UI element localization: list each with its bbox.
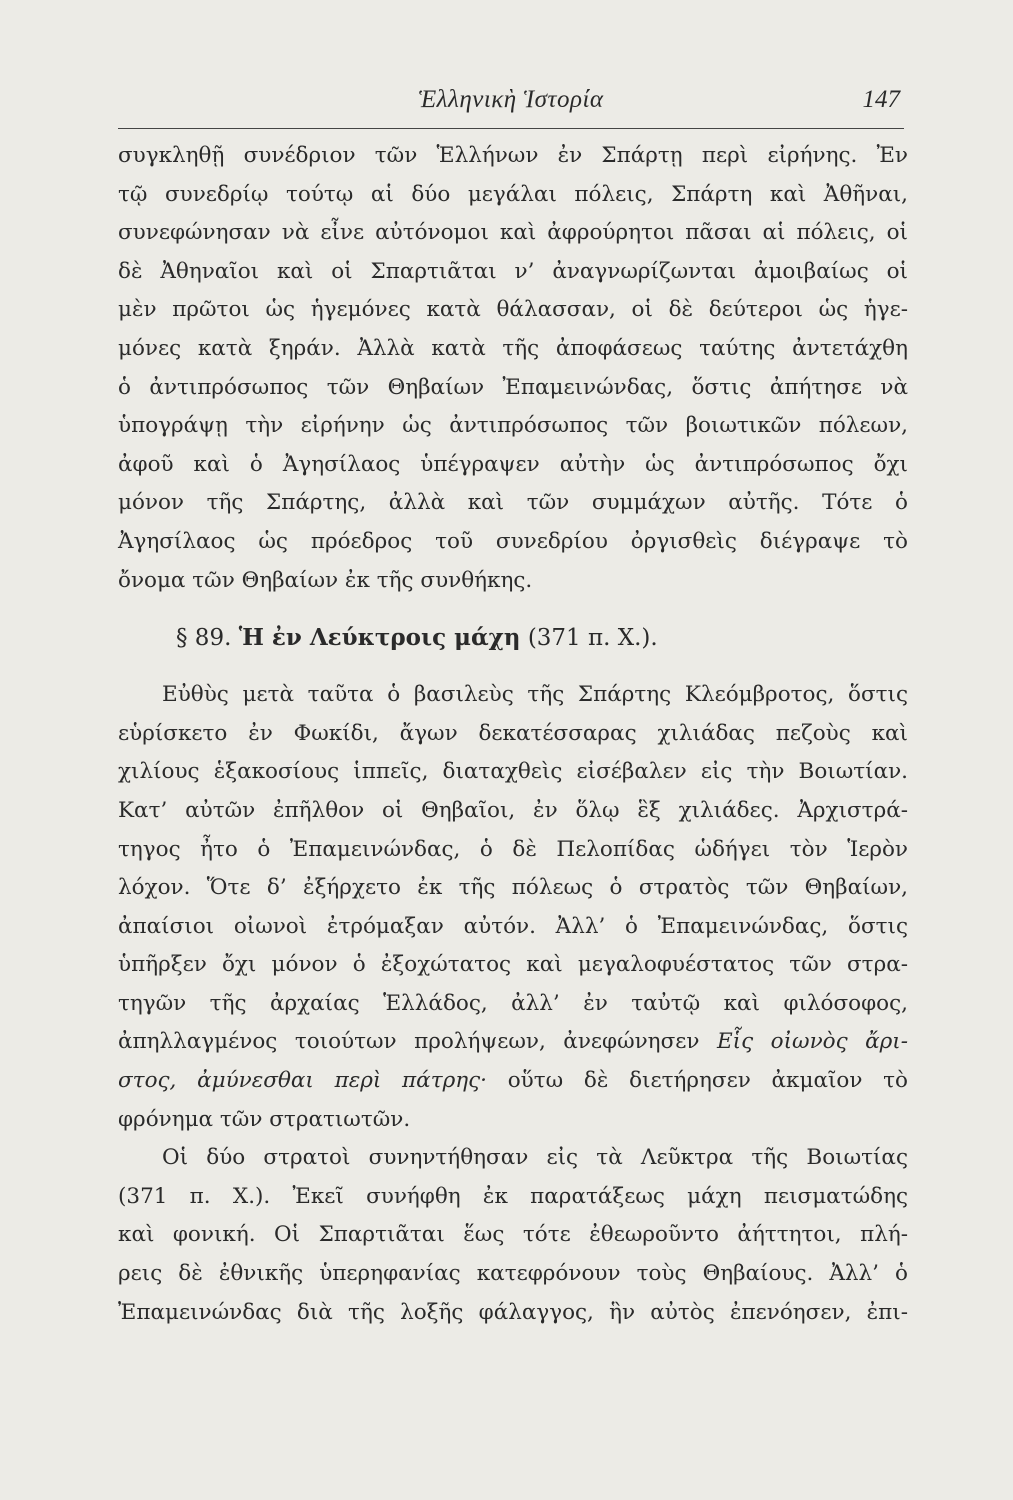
text-line: δὲ Ἀθηναῖοι καὶ οἱ Σπαρτιᾶται ν’ ἀναγνωρίζωνται ἀμοιβαίως οἱ (118, 258, 908, 284)
quote-run: στος, ἀμύνεσθαι περὶ πάτρης· (118, 1068, 487, 1094)
text-line: καὶ φονική. Οἱ Σπαρτιᾶται ἕως τότε ἐθεωροῦντο ἀήττητοι, πλή- (118, 1222, 908, 1248)
text-line: φρόνημα τῶν στρατιωτῶν. (118, 1106, 411, 1132)
text-line: ἀφοῦ καὶ ὁ Ἀγησίλαος ὑπέγραψεν αὐτὴν ὡς ἀντιπρόσωπος ὄχι (118, 451, 908, 477)
body-text (118, 137, 908, 1332)
running-title: Ἑλληνικὴ Ἱστορία (418, 86, 604, 113)
text-line: ἀπαίσιοι οἰωνοὶ ἐτρόμαξαν αὐτόν. Ἀλλ’ ὁ Ἐπαμεινώνδας, ὅστις (118, 913, 908, 939)
text-line: Κατ’ αὐτῶν ἐπῆλθον οἱ Θηβαῖοι, ἐν ὅλῳ ἓξ χιλιάδες. Ἀρχιστρά- (118, 797, 908, 823)
text-line: Οἱ δύο στρατοὶ συνηντήθησαν εἰς τὰ Λεῦκτρα τῆς Βοιωτίας (162, 1145, 908, 1171)
text-line: ὄνομα τῶν Θηβαίων ἐκ τῆς συνθήκης. (118, 567, 533, 593)
page-number: 147 (862, 86, 900, 113)
text-line: μόνον τῆς Σπάρτης, ἀλλὰ καὶ τῶν συμμάχων αὐτῆς. Τότε ὁ (118, 490, 908, 516)
section-number: § 89. (176, 625, 232, 652)
text-line: ὁ ἀντιπρόσωπος τῶν Θηβαίων Ἐπαμεινώνδας, ὅστις ἀπήτησε νὰ (118, 374, 908, 400)
paragraph-2 (118, 676, 908, 1139)
page-header (118, 86, 904, 126)
text-run: οὕτω δὲ διετήρησεν ἀκμαῖον τὸ (507, 1068, 908, 1094)
text-line: Ἀγησίλαος ὡς πρόεδρος τοῦ συνεδρίου ὀργισθεὶς διέγραψε τὸ (118, 528, 908, 554)
text-line: συγκληθῇ συνέδριον τῶν Ἑλλήνων ἐν Σπάρτῃ περὶ εἰρήνης. Ἐν (118, 143, 908, 168)
text-line: λόχον. Ὅτε δ’ ἐξήρχετο ἐκ τῆς πόλεως ὁ στρατὸς τῶν Θηβαίων, (118, 875, 908, 901)
section-date: (371 π. Χ.). (527, 625, 658, 652)
section-heading (118, 600, 908, 676)
text-line: ὑπογράψῃ τὴν εἰρήνην ὡς ἀντιπρόσωπος τῶν βοιωτικῶν πόλεων, (118, 413, 908, 439)
text-line: ρεις δὲ ἐθνικῆς ὑπερηφανίας κατεφρόνουν τοὺς Θηβαίους. Ἀλλ’ ὁ (118, 1261, 908, 1287)
text-line: μόνες κατὰ ξηράν. Ἀλλὰ κατὰ τῆς ἀποφάσεως ταύτης ἀντετάχθη (118, 335, 908, 361)
paragraph-3 (118, 1139, 908, 1332)
text-line: μὲν πρῶτοι ὡς ἡγεμόνες κατὰ θάλασσαν, οἱ δὲ δεύτεροι ὡς ἡγε- (118, 297, 908, 323)
paragraph-1 (118, 137, 908, 600)
text-line: χιλίους ἑξακοσίους ἱππεῖς, διαταχθεὶς εἰσέβαλεν εἰς τὴν Βοιωτίαν. (118, 759, 908, 785)
text-line: Ἐπαμεινώνδας διὰ τῆς λοξῆς φάλαγγος, ἣν αὐτὸς ἐπενόησεν, ἐπι- (118, 1299, 908, 1325)
header-rule (118, 128, 904, 129)
text-line: ὑπῆρξεν ὄχι μόνον ὁ ἐξοχώτατος καὶ μεγαλοφυέστατος τῶν στρα- (118, 952, 908, 978)
text-line: τηγος ἦτο ὁ Ἐπαμεινώνδας, ὁ δὲ Πελοπίδας ὡδήγει τὸν Ἱερὸν (118, 836, 908, 862)
section-title: Ἡ ἐν Λεύκτροις μάχη (238, 624, 521, 652)
text-line: Εὐθὺς μετὰ ταῦτα ὁ βασιλεὺς τῆς Σπάρτης Κλεόμβροτος, ὅστις (162, 682, 908, 708)
text-line: τηγῶν τῆς ἀρχαίας Ἑλλάδος, ἀλλ’ ἐν ταὐτῷ καὶ φιλόσοφος, (118, 990, 908, 1016)
text-line: συνεφώνησαν νὰ εἶνε αὐτόνομοι καὶ ἀφρούρητοι πᾶσαι αἱ πόλεις, οἱ (118, 220, 908, 246)
text-line: εὑρίσκετο ἐν Φωκίδι, ἄγων δεκατέσσαρας χιλιάδας πεζοὺς καὶ (118, 720, 908, 746)
text-run: ἀπηλλαγμένος τοιούτων προλήψεων, ἀνεφώνησεν (118, 1029, 700, 1055)
text-line: (371 π. Χ.). Ἐκεῖ συνήφθη ἐκ παρατάξεως μάχη πεισματώδης (118, 1183, 908, 1209)
text-line (118, 1062, 908, 1101)
text-line (118, 1023, 908, 1062)
text-line: τῷ συνεδρίῳ τούτῳ αἱ δύο μεγάλαι πόλεις, Σπάρτη καὶ Ἀθῆναι, (118, 181, 908, 207)
quote-run: Εἷς οἰωνὸς ἄρι- (716, 1029, 908, 1055)
